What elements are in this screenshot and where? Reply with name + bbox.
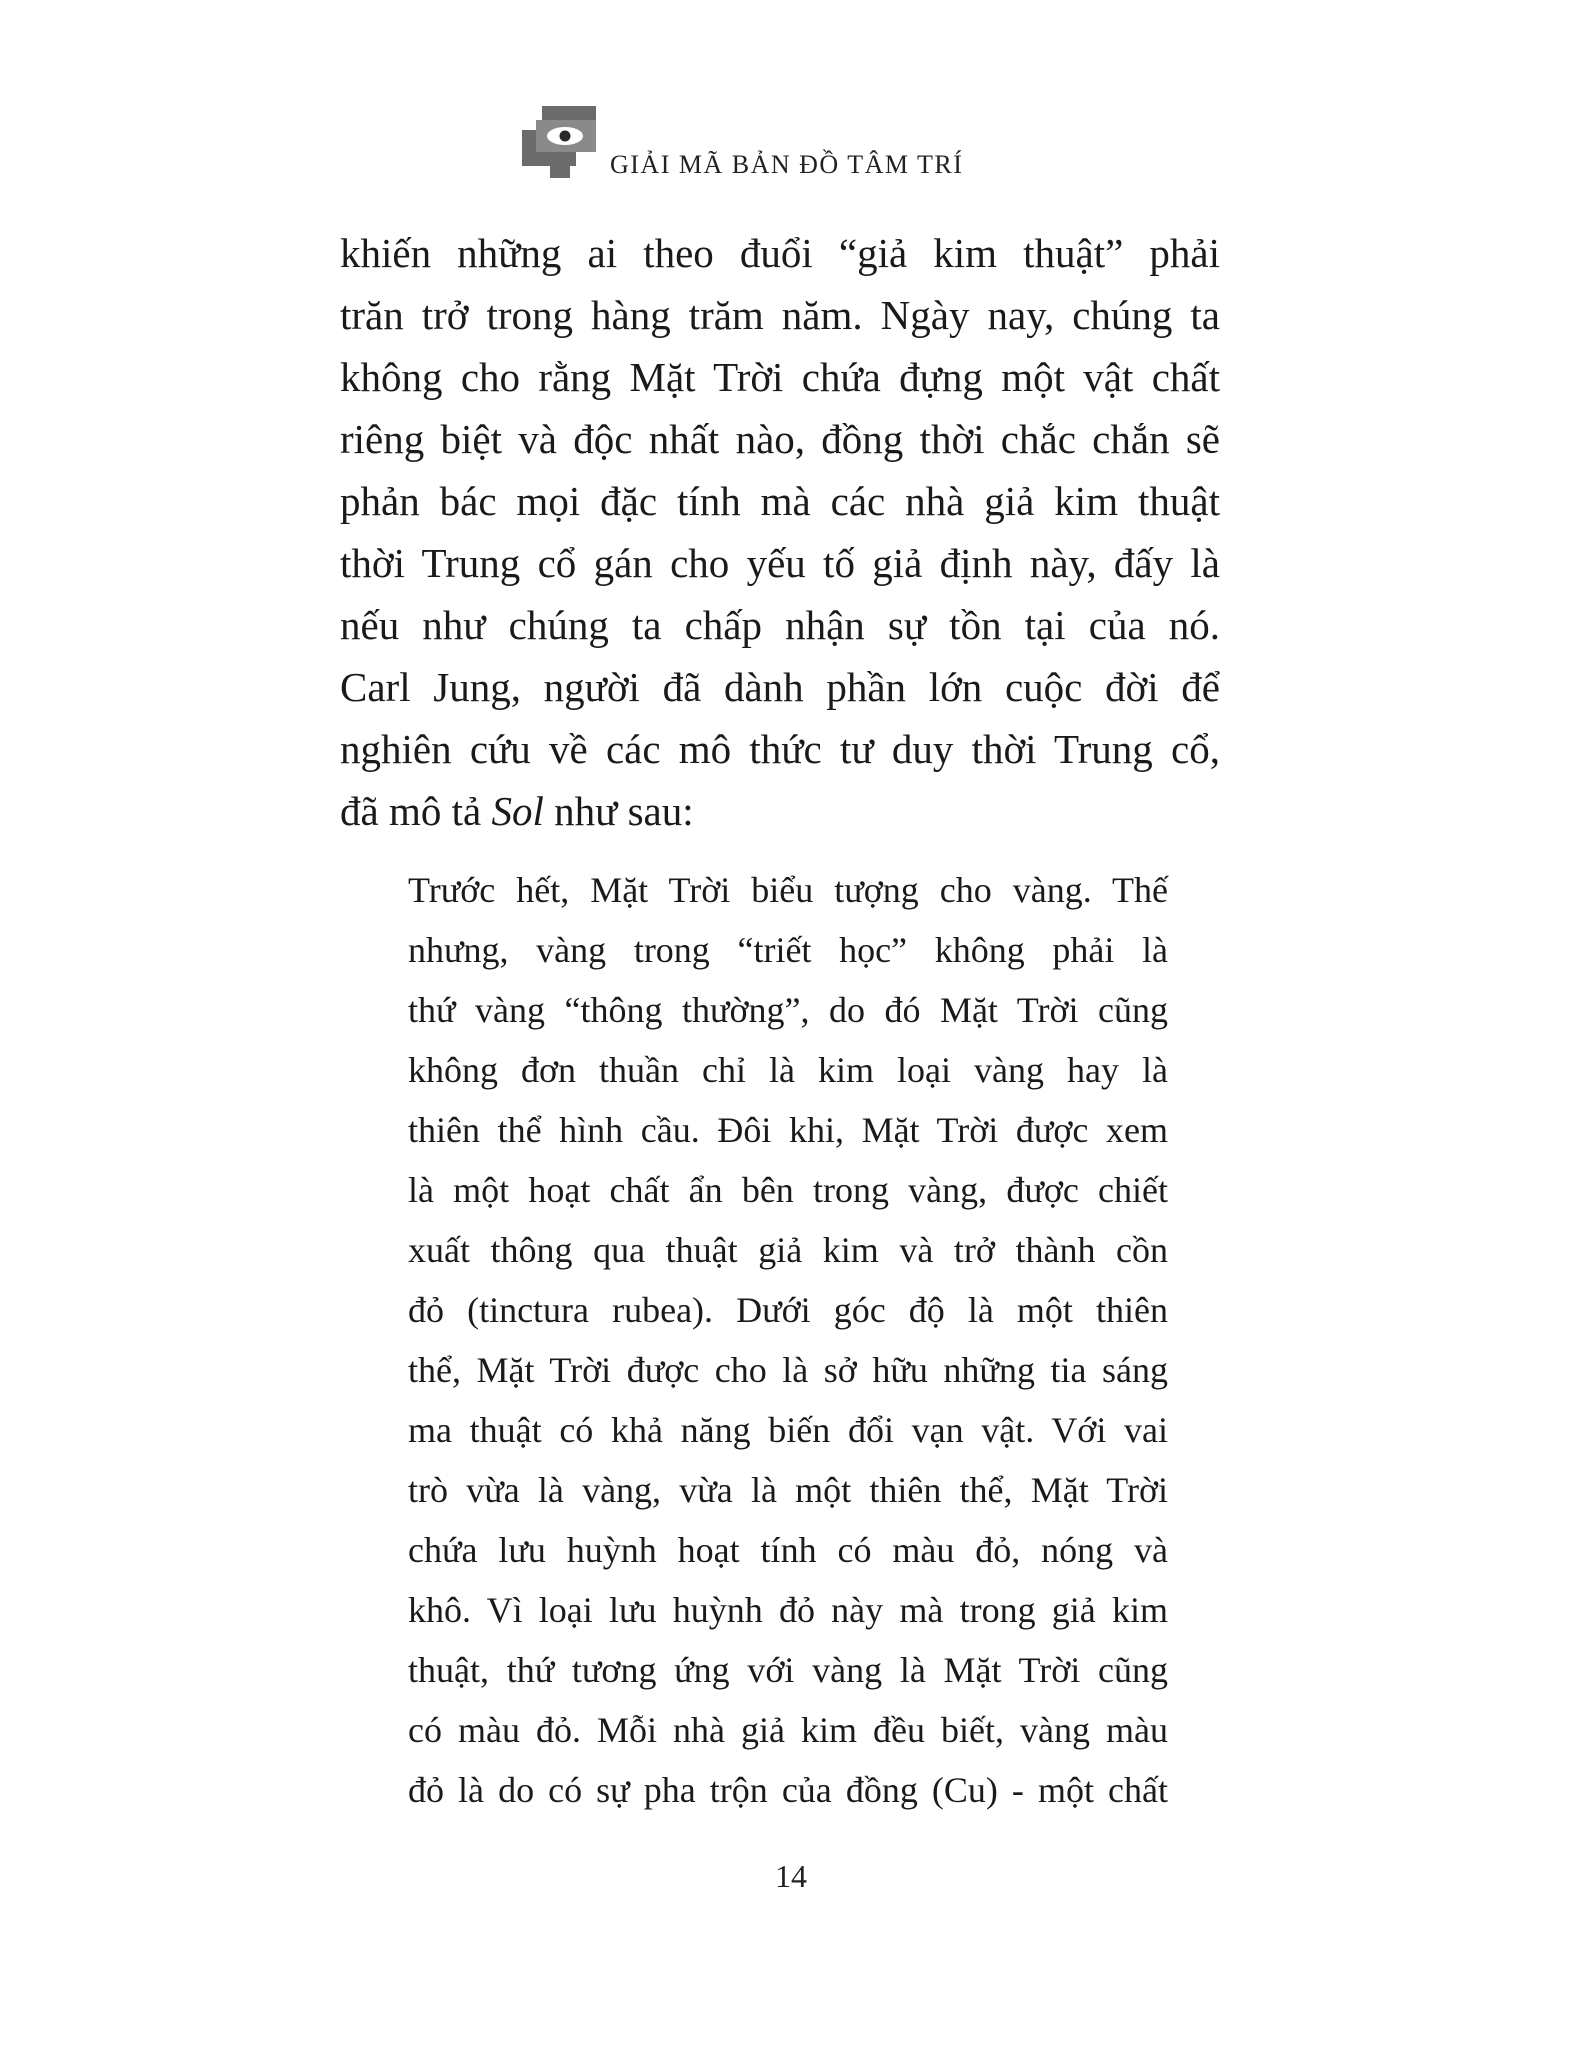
running-header <box>520 100 1080 200</box>
quote-line: không đơn thuần chỉ là kim loại vàng hay là <box>408 1050 1168 1090</box>
body-last-line <box>340 780 1220 842</box>
running-title: GIẢI MÃ BẢN ĐỒ TÂM TRÍ <box>610 150 964 179</box>
italic-term: Sol <box>491 788 544 834</box>
body-line: thời Trung cổ gán cho yếu tố giả định này, đấy là <box>340 540 1220 586</box>
quote-line: đỏ là do có sự pha trộn của đồng (Cu) - một chất <box>408 1770 1168 1810</box>
quote-line: thể, Mặt Trời được cho là sở hữu những tia sáng <box>408 1350 1168 1390</box>
quote-line: khô. Vì loại lưu huỳnh đỏ này mà trong giả kim <box>408 1590 1168 1630</box>
block-quote <box>408 860 1168 1820</box>
body-line: trăn trở trong hàng trăm năm. Ngày nay, chúng ta <box>340 292 1220 338</box>
quote-line: đỏ (tinctura rubea). Dưới góc độ là một thiên <box>408 1290 1168 1330</box>
body-line: nghiên cứu về các mô thức tư duy thời Trung cổ, <box>340 726 1220 772</box>
body-paragraph <box>340 222 1220 842</box>
quote-line: thiên thể hình cầu. Đôi khi, Mặt Trời được xem <box>408 1110 1168 1150</box>
quote-line: có màu đỏ. Mỗi nhà giả kim đều biết, vàng màu <box>408 1710 1168 1750</box>
quote-line: chứa lưu huỳnh hoạt tính có màu đỏ, nóng và <box>408 1530 1168 1570</box>
body-line: nếu như chúng ta chấp nhận sự tồn tại của nó. <box>340 602 1220 648</box>
body-line: không cho rằng Mặt Trời chứa đựng một vật chất <box>340 354 1220 400</box>
quote-line: nhưng, vàng trong “triết học” không phải là <box>408 930 1168 970</box>
body-text-fragment: đã mô tả <box>340 788 492 834</box>
body-line: khiến những ai theo đuổi “giả kim thuật” phải <box>340 230 1220 276</box>
quote-line: xuất thông qua thuật giả kim và trở thành cồn <box>408 1230 1168 1270</box>
quote-line: là một hoạt chất ẩn bên trong vàng, được chiết <box>408 1170 1168 1210</box>
eye-hands-logo-icon <box>520 100 610 190</box>
page-number: 14 <box>775 1858 807 1894</box>
quote-line: thuật, thứ tương ứng với vàng là Mặt Trời cũng <box>408 1650 1168 1690</box>
body-line: Carl Jung, người đã dành phần lớn cuộc đời để <box>340 664 1220 710</box>
quote-line: thứ vàng “thông thường”, do đó Mặt Trời cũng <box>408 990 1168 1030</box>
quote-line: Trước hết, Mặt Trời biểu tượng cho vàng. Thế <box>408 870 1168 910</box>
body-text-fragment: như sau: <box>543 788 694 834</box>
body-line: riêng biệt và độc nhất nào, đồng thời chắc chắn sẽ <box>340 416 1220 462</box>
quote-line: trò vừa là vàng, vừa là một thiên thể, Mặt Trời <box>408 1470 1168 1510</box>
quote-line: ma thuật có khả năng biến đổi vạn vật. Với vai <box>408 1410 1168 1450</box>
body-line: phản bác mọi đặc tính mà các nhà giả kim thuật <box>340 478 1220 524</box>
